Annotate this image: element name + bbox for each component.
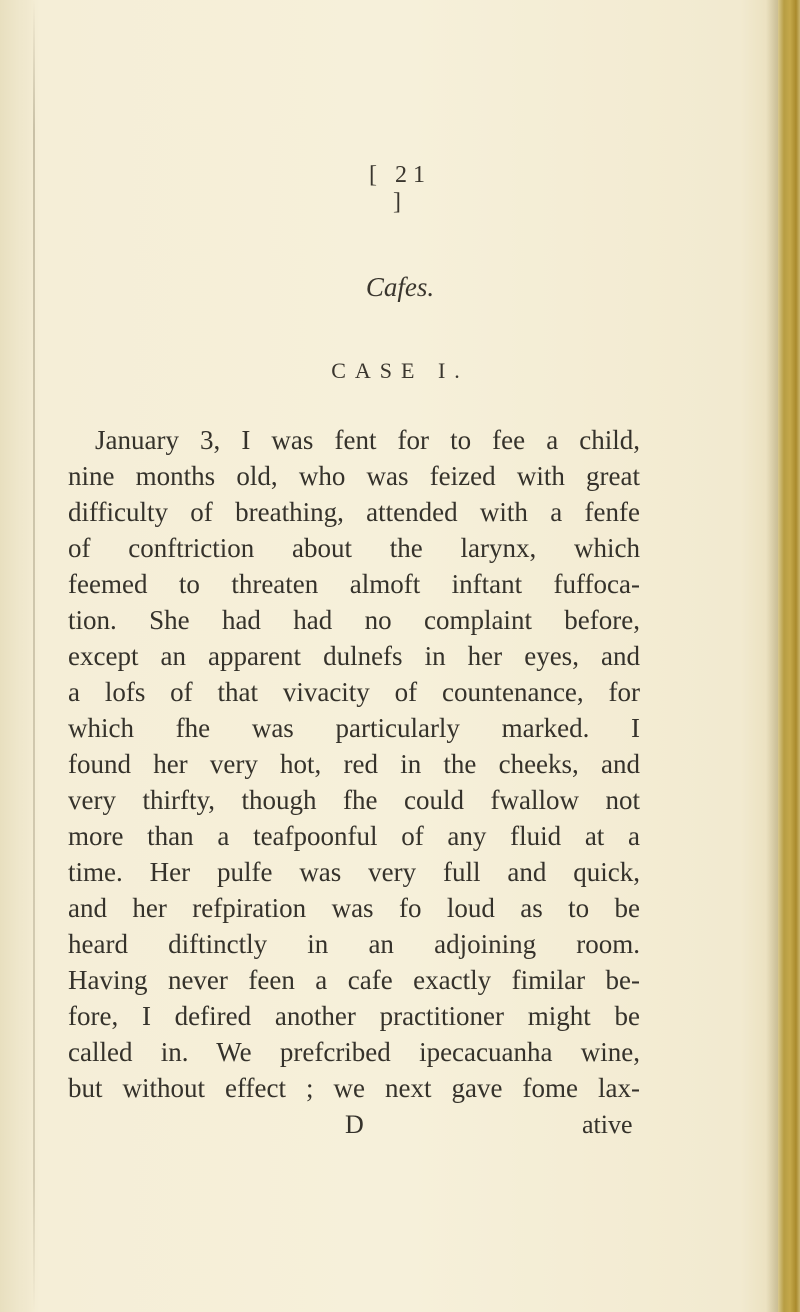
text-line: more than a teafpoonful of any fluid at a (68, 821, 640, 851)
text-line: feemed to threaten almoft inftant fuffoca- (68, 569, 640, 599)
text-line: but without effect ; we next gave fome lax- (68, 1073, 640, 1103)
text-line: except an apparent dulnefs in her eyes, and (68, 641, 640, 671)
text-line: difficulty of breathing, attended with a fenfe (68, 497, 640, 527)
text-line: very thirfty, though fhe could fwallow not (68, 785, 640, 815)
text-line: January 3, I was fent for to fee a child, (95, 425, 640, 455)
text-line: a lofs of that vivacity of countenance, for (68, 677, 640, 707)
text-line: Having never feen a cafe exactly fimilar be- (68, 965, 640, 995)
text-line: of conftriction about the larynx, which (68, 533, 640, 563)
text-line: and her refpiration was fo loud as to be (68, 893, 640, 923)
text-line: fore, I defired another practitioner might be (68, 1001, 640, 1031)
case-heading: CASE I. (331, 358, 469, 383)
page-number: [ 21 ] (369, 162, 431, 215)
text-line: called in. We prefcribed ipecacuanha wine, (68, 1037, 640, 1067)
text-line: nine months old, who was feized with great (68, 461, 640, 491)
section-title: Cafes. (365, 272, 435, 302)
signature-mark: D (345, 1110, 364, 1139)
catchword: ative (582, 1110, 633, 1139)
text-line: time. Her pulfe was very full and quick, (68, 857, 640, 887)
text-line: heard diftinctly in an adjoining room. (68, 929, 640, 959)
text-line: which fhe was particularly marked. I (68, 713, 640, 743)
text-line: tion. She had had no complaint before, (68, 605, 640, 635)
text-line: found her very hot, red in the cheeks, and (68, 749, 640, 779)
